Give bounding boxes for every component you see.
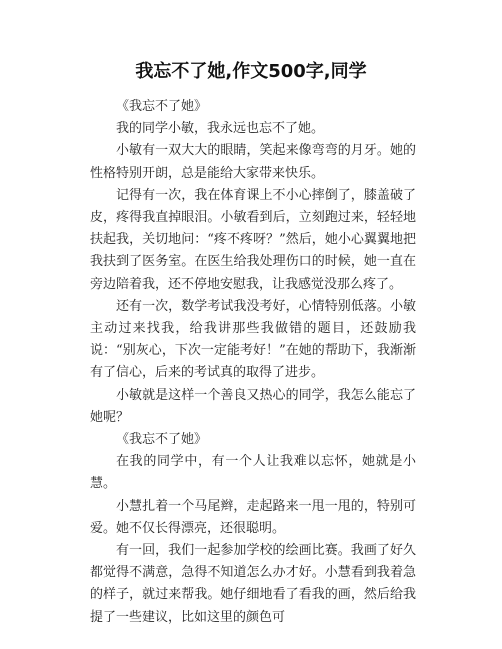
essay-heading-1: 《我忘不了她》 — [116, 99, 208, 114]
paragraph: 小慧扎着一个马尾辫，走起路来一甩一甩的，特别可爱。她不仅长得漂亮，还很聪明。 — [90, 498, 416, 536]
page-title: 我忘不了她,作文500字,同学 — [135, 61, 367, 82]
paragraph: 我的同学小敏，我永远也忘不了她。 — [116, 121, 325, 137]
article-body — [90, 96, 416, 629]
paragraph: 记得有一次，我在体育课上不小心摔倒了，膝盖破了皮，疼得我直掉眼泪。小敏看到后，立刻跑过来，轻轻地扶起我，关切地问：“疼不疼呀？”然后，她小心翼翼地把我扶到了医务室。在医生给我处理伤口的时候，她一直在旁边陪着我，还不停地安慰我，让我感觉没那么疼了。 — [90, 187, 416, 292]
paragraph: 在我的同学中，有一个人让我难以忘怀，她就是小慧。 — [90, 454, 416, 492]
essay-heading-2: 《我忘不了她》 — [116, 432, 208, 448]
paragraph: 有一回，我们一起参加学校的绘画比赛。我画了好久都觉得不满意，急得不知道怎么办才好。小慧看到我着急的样子，就过来帮我。她仔细地看了看我的画，然后给我提了一些建议，比如这里的颜色可 — [90, 543, 416, 625]
paragraph: 小敏就是这样一个善良又热心的同学，我怎么能忘了她呢？ — [90, 387, 416, 425]
paragraph: 还有一次，数学考试我没考好，心情特别低落。小敏主动过来找我，给我讲那些我做错的题目，还鼓励我说：“别灰心，下次一定能考好！”在她的帮助下，我渐渐有了信心，后来的考试真的取得了进步。 — [90, 298, 416, 381]
paragraph: 小敏有一双大大的眼睛，笑起来像弯弯的月牙。她的性格特别开朗，总是能给大家带来快乐。 — [90, 143, 416, 181]
